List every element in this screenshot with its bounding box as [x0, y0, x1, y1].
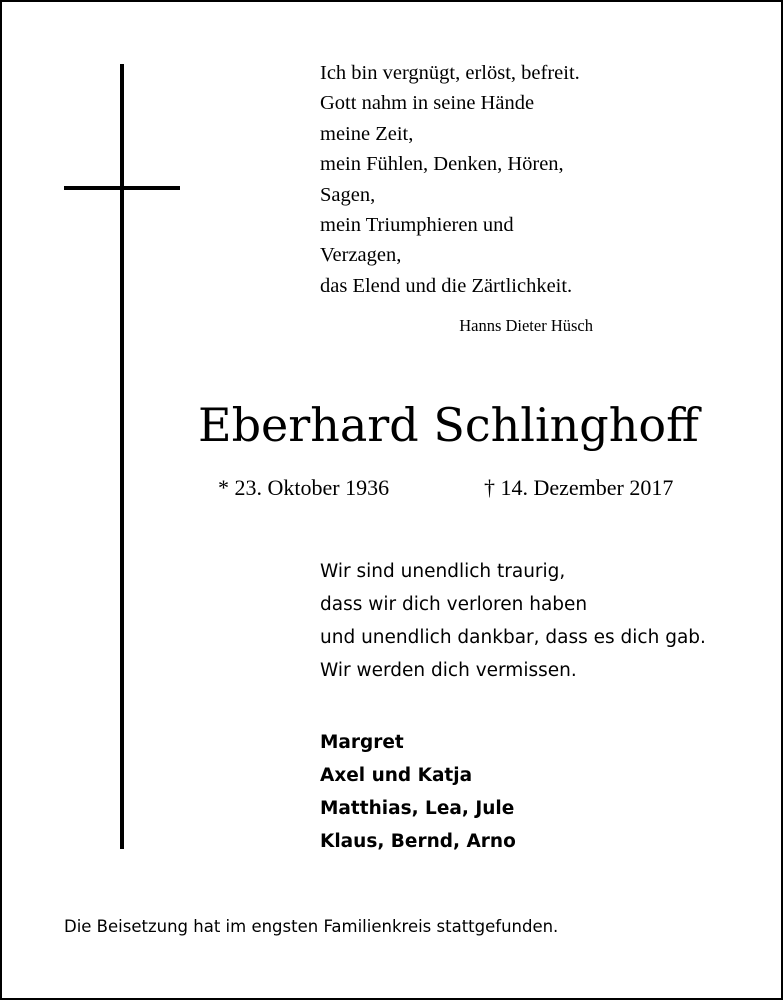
- mourning-line: dass wir dich verloren haben: [320, 594, 588, 615]
- cross-horizontal-bar: [64, 186, 180, 190]
- cross-vertical-bar: [120, 64, 124, 849]
- poem: [320, 58, 580, 301]
- mourners-list: [320, 726, 516, 858]
- mourner-name: Matthias, Lea, Jule: [320, 798, 515, 819]
- mourning-line: Wir sind unendlich traurig,: [320, 561, 566, 582]
- poem-line: Ich bin vergnügt, erlöst, befreit.: [320, 62, 580, 84]
- death-date: † 14. Dezember 2017: [484, 475, 674, 500]
- mourner-name: Axel und Katja: [320, 765, 473, 786]
- birth-date: * 23. Oktober 1936: [218, 475, 390, 500]
- poem-line: Gott nahm in seine Hände: [320, 92, 535, 115]
- mourner-name: Margret: [320, 732, 404, 753]
- deceased-name: Eberhard Schlinghoff: [198, 398, 699, 452]
- poem-line: Sagen,: [320, 183, 376, 206]
- mourning-line: Wir werden dich vermissen.: [320, 660, 577, 681]
- poem-line: mein Triumphieren und: [320, 214, 514, 237]
- poem-line: Verzagen,: [320, 244, 402, 267]
- poem-line: meine Zeit,: [320, 122, 414, 145]
- poem-line: mein Fühlen, Denken, Hören,: [320, 153, 564, 176]
- poem-line: das Elend und die Zärtlichkeit.: [320, 274, 573, 297]
- mourning-line: und unendlich dankbar, dass es dich gab.: [320, 627, 706, 648]
- burial-note: Die Beisetzung hat im engsten Familienkreis stattgefunden.: [64, 917, 559, 936]
- poem-author: Hanns Dieter Hüsch: [459, 316, 593, 335]
- mourner-name: Klaus, Bernd, Arno: [320, 831, 516, 852]
- mourning-text: [320, 555, 706, 687]
